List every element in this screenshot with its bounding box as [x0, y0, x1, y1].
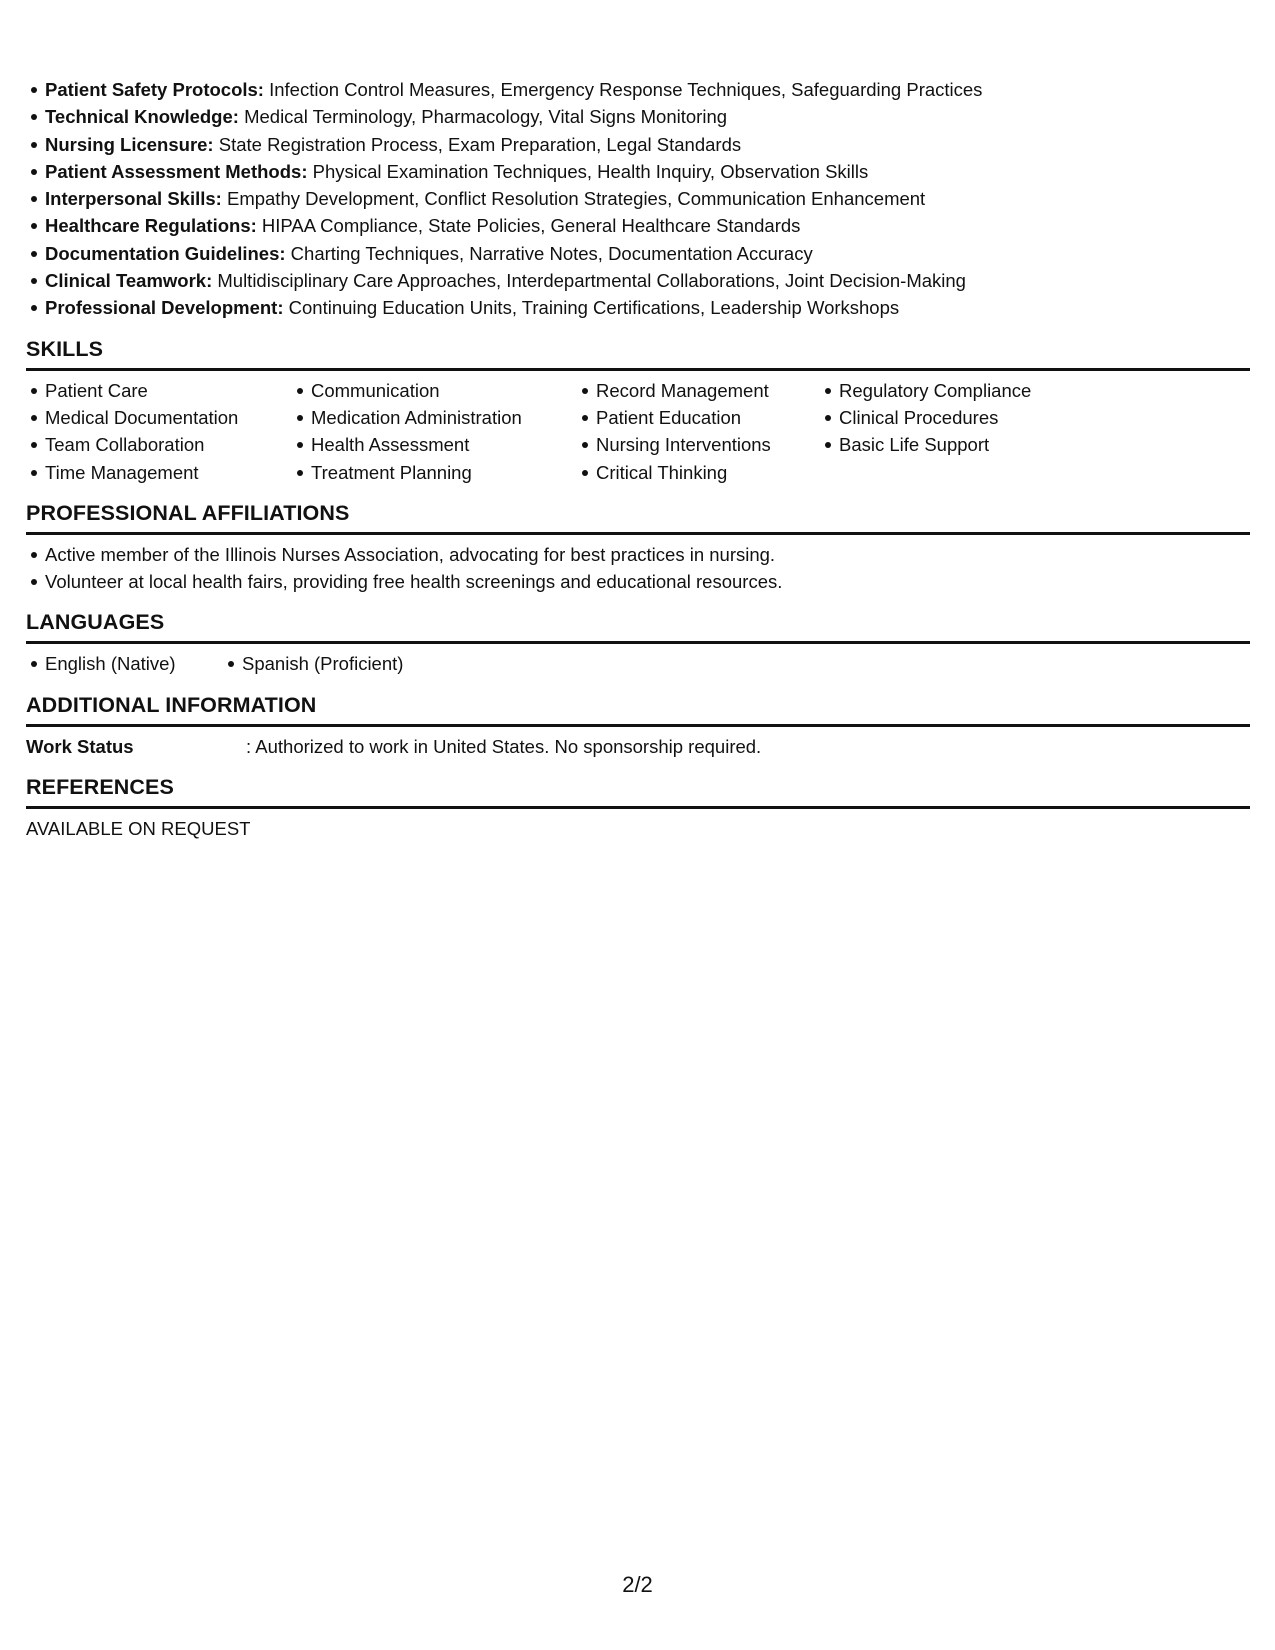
skills-grid — [26, 377, 1250, 486]
skills-section — [26, 336, 1250, 486]
skill-item: Medical Documentation — [45, 404, 292, 431]
skills-column — [820, 377, 1099, 486]
page-number: 2/2 — [622, 1572, 653, 1597]
languages-row — [26, 650, 1250, 677]
knowledge-term: Healthcare Regulations: — [45, 215, 257, 237]
skill-item: Health Assessment — [311, 431, 577, 458]
languages-heading: LANGUAGES — [26, 609, 1250, 644]
knowledge-term: Technical Knowledge: — [45, 106, 239, 128]
knowledge-detail: Continuing Education Units, Training Certifications, Leadership Workshops — [283, 297, 900, 319]
knowledge-term: Interpersonal Skills: — [45, 188, 222, 210]
knowledge-list — [26, 76, 1250, 322]
knowledge-detail: Charting Techniques, Narrative Notes, Documentation Accuracy — [285, 242, 813, 264]
knowledge-detail: HIPAA Compliance, State Policies, General Healthcare Standards — [256, 215, 801, 237]
skill-item: Medication Administration — [311, 404, 577, 431]
references-text: AVAILABLE ON REQUEST — [26, 817, 251, 839]
knowledge-term: Clinical Teamwork: — [45, 270, 213, 292]
skill-item: Time Management — [45, 459, 292, 486]
skill-item: Basic Life Support — [839, 431, 1099, 458]
references-heading: REFERENCES — [26, 774, 1250, 809]
additional-info-section — [26, 692, 1250, 760]
knowledge-detail: State Registration Process, Exam Preparation, Legal Standards — [213, 133, 742, 155]
knowledge-term: Patient Assessment Methods: — [45, 160, 308, 182]
work-status-label: Work Status — [26, 735, 134, 757]
affiliation-item: Active member of the Illinois Nurses Association, advocating for best practices in nursing. — [45, 541, 1250, 568]
knowledge-item — [45, 267, 1250, 294]
skill-item: Regulatory Compliance — [839, 377, 1099, 404]
work-status-row — [26, 733, 1250, 760]
skill-item: Critical Thinking — [596, 459, 820, 486]
affiliations-heading: PROFESSIONAL AFFILIATIONS — [26, 500, 1250, 535]
additional-info-heading: ADDITIONAL INFORMATION — [26, 692, 1250, 727]
affiliation-item: Volunteer at local health fairs, providing free health screenings and educational resources. — [45, 568, 1250, 595]
affiliations-list — [26, 541, 1250, 596]
language-column — [223, 650, 403, 677]
knowledge-item — [45, 158, 1250, 185]
skill-item: Patient Education — [596, 404, 820, 431]
knowledge-term: Professional Development: — [45, 297, 284, 319]
knowledge-item — [45, 103, 1250, 130]
language-item: Spanish (Proficient) — [242, 650, 403, 677]
knowledge-item — [45, 212, 1250, 239]
knowledge-term: Documentation Guidelines: — [45, 242, 286, 264]
skill-item: Patient Care — [45, 377, 292, 404]
skills-column — [292, 377, 577, 486]
skills-heading: SKILLS — [26, 336, 1250, 371]
knowledge-term: Nursing Licensure: — [45, 133, 214, 155]
language-item: English (Native) — [45, 650, 223, 677]
skill-item: Record Management — [596, 377, 820, 404]
knowledge-detail: Multidisciplinary Care Approaches, Interdepartmental Collaborations, Joint Decision-Making — [212, 270, 966, 292]
knowledge-detail: Infection Control Measures, Emergency Response Techniques, Safeguarding Practices — [263, 79, 983, 100]
knowledge-item — [45, 76, 1250, 103]
skills-column — [26, 377, 292, 486]
skills-column — [577, 377, 820, 486]
knowledge-detail: Medical Terminology, Pharmacology, Vital Signs Monitoring — [238, 106, 728, 128]
language-column — [26, 650, 223, 677]
skill-item: Team Collaboration — [45, 431, 292, 458]
knowledge-term: Patient Safety Protocols: — [45, 79, 264, 100]
knowledge-item — [45, 185, 1250, 212]
work-status-value: : Authorized to work in United States. No sponsorship required. — [246, 735, 762, 757]
knowledge-detail: Empathy Development, Conflict Resolution Strategies, Communication Enhancement — [221, 188, 926, 210]
affiliations-section — [26, 500, 1250, 596]
languages-section — [26, 609, 1250, 677]
references-section — [26, 774, 1250, 842]
skill-item: Clinical Procedures — [839, 404, 1099, 431]
knowledge-detail: Physical Examination Techniques, Health Inquiry, Observation Skills — [307, 160, 869, 182]
knowledge-item — [45, 294, 1250, 321]
knowledge-item — [45, 131, 1250, 158]
skill-item: Communication — [311, 377, 577, 404]
skill-item: Treatment Planning — [311, 459, 577, 486]
skill-item: Nursing Interventions — [596, 431, 820, 458]
resume-page — [26, 76, 1250, 842]
knowledge-item — [45, 240, 1250, 267]
